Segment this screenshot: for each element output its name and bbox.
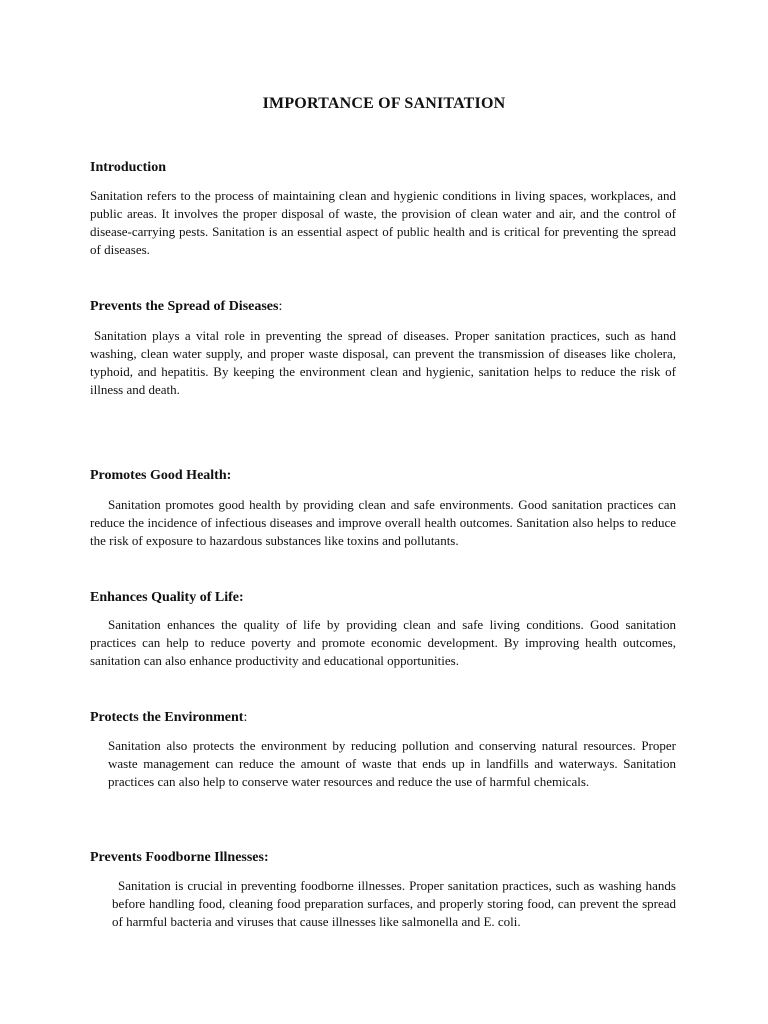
page-title: IMPORTANCE OF SANITATION: [262, 95, 506, 112]
heading-text: Protects the Environment: [90, 710, 244, 725]
section-body-promotes-health: Sanitation promotes good health by providing clean and safe environments. Good sanitation practices can reduce the incidence of infectious diseases and improve overall health outcomes. Sanitation also helps to reduce the risk of exposure to hazardous substances like toxins and pollutants.: [90, 497, 676, 548]
heading-suffix: :: [278, 299, 283, 314]
section-heading-prevents-spread: [90, 298, 282, 316]
section-heading-introduction: [90, 159, 166, 177]
section-body-environment: Sanitation also protects the environment by reducing pollution and conserving natural resources. Proper waste management can reduce the amount of waste that ends up in landfills and waterways. Sanitation practices can also help to conserve water resources and reduce the use of harmful chemicals.: [108, 738, 676, 789]
heading-suffix: :: [243, 710, 248, 725]
heading-text: Promotes Good Health:: [90, 468, 232, 483]
section-heading-foodborne: [90, 849, 269, 867]
heading-text: Enhances Quality of Life:: [90, 590, 244, 605]
heading-text: Prevents the Spread of Diseases: [90, 299, 279, 314]
heading-text: Introduction: [90, 160, 166, 175]
section-heading-quality-of-life: [90, 589, 244, 607]
section-body-introduction: Sanitation refers to the process of maintaining clean and hygienic conditions in living spaces, workplaces, and public areas. It involves the proper disposal of waste, the provision of clean water and air, and the control of disease-carrying pests. Sanitation is an essential aspect of public health and is critical for preventing the spread of diseases.: [90, 188, 676, 257]
section-body-prevents-spread: Sanitation plays a vital role in preventing the spread of diseases. Proper sanitation practices, such as hand washing, clean water supply, and proper waste disposal, can prevent the transmission of diseases like cholera, typhoid, and hepatitis. By keeping the environment clean and hygienic, sanitation helps to reduce the risk of illness and death.: [90, 328, 676, 397]
section-body-quality-of-life: Sanitation enhances the quality of life by providing clean and safe living conditions. Good sanitation practices can help to reduce poverty and promote economic development. By improving health outcomes, sanitation can also enhance productivity and educational opportunities.: [90, 617, 676, 668]
section-body-foodborne: Sanitation is crucial in preventing foodborne illnesses. Proper sanitation practices, such as washing hands before handling food, cleaning food preparation surfaces, and properly storing food, can prevent the spread of harmful bacteria and viruses that cause illnesses like salmonella and E. coli.: [112, 878, 676, 929]
section-heading-promotes-health: [90, 467, 231, 485]
section-heading-environment: [90, 709, 247, 727]
heading-text: Prevents Foodborne Illnesses:: [90, 850, 269, 865]
